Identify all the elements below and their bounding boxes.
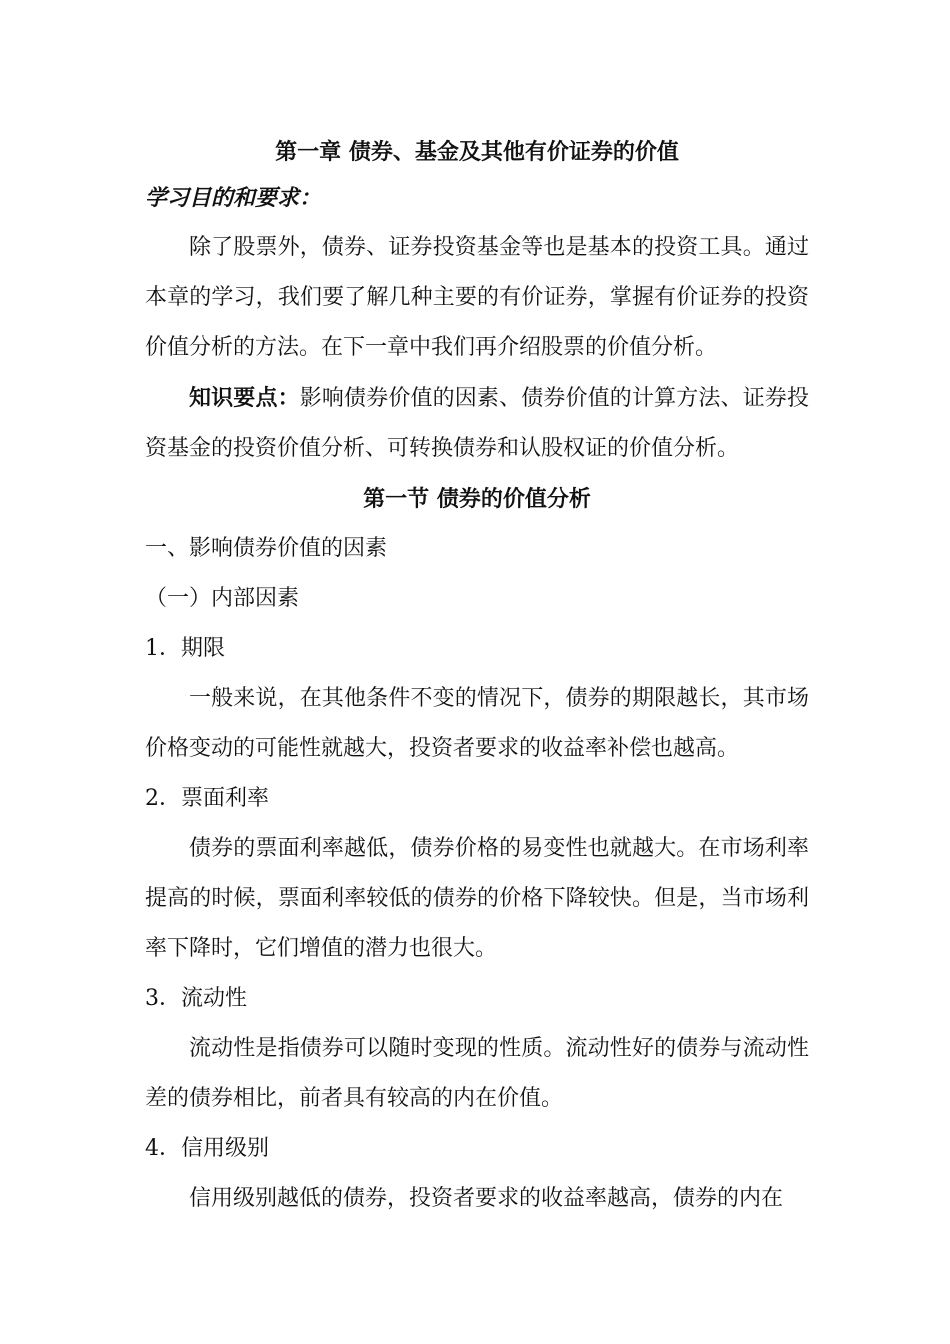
chapter-title: 第一章 债券、基金及其他有价证券的价值 [275, 139, 679, 165]
item-heading-coupon-rate: 2．票面利率 [145, 786, 269, 811]
key-points-text: 影响债券价值的因素、债券价值的计算方法、证券投资基金的投资价值分析、可转换债券和认股权证的价值分析。 [145, 386, 809, 461]
item-heading-liquidity: 3．流动性 [145, 986, 247, 1011]
item-text-liquidity: 流动性是指债券可以随时变现的性质。流动性好的债券与流动性差的债券相比，前者具有较高的内在价值。 [145, 1036, 809, 1111]
key-points-label: 知识要点： [189, 385, 300, 411]
intro-paragraph: 除了股票外，债券、证券投资基金等也是基本的投资工具。通过本章的学习，我们要了解几种主要的有价证券，掌握有价证券的投资价值分析的方法。在下一章中我们再介绍股票的价值分析。 [145, 235, 809, 360]
document-body [145, 131, 809, 1224]
heading-level-1: 一、影响债券价值的因素 [145, 536, 388, 561]
section-title: 第一节 债券的价值分析 [363, 486, 591, 512]
heading-level-2: （一）内部因素 [145, 586, 300, 611]
objectives-heading: 学习目的和要求： [145, 185, 322, 211]
item-text-coupon-rate: 债券的票面利率越低，债券价格的易变性也就越大。在市场利率提高的时候，票面利率较低的债券的价格下降较快。但是，当市场利率下降时，它们增值的潜力也很大。 [145, 836, 809, 961]
item-heading-term: 1．期限 [145, 636, 225, 661]
item-text-credit-rating: 信用级别越低的债券，投资者要求的收益率越高，债券的内在 [189, 1186, 784, 1211]
item-heading-credit-rating: 4．信用级别 [145, 1136, 269, 1161]
key-points-paragraph [145, 373, 809, 474]
item-text-term: 一般来说，在其他条件不变的情况下，债券的期限越长，其市场价格变动的可能性就越大，投资者要求的收益率补偿也越高。 [145, 686, 809, 761]
